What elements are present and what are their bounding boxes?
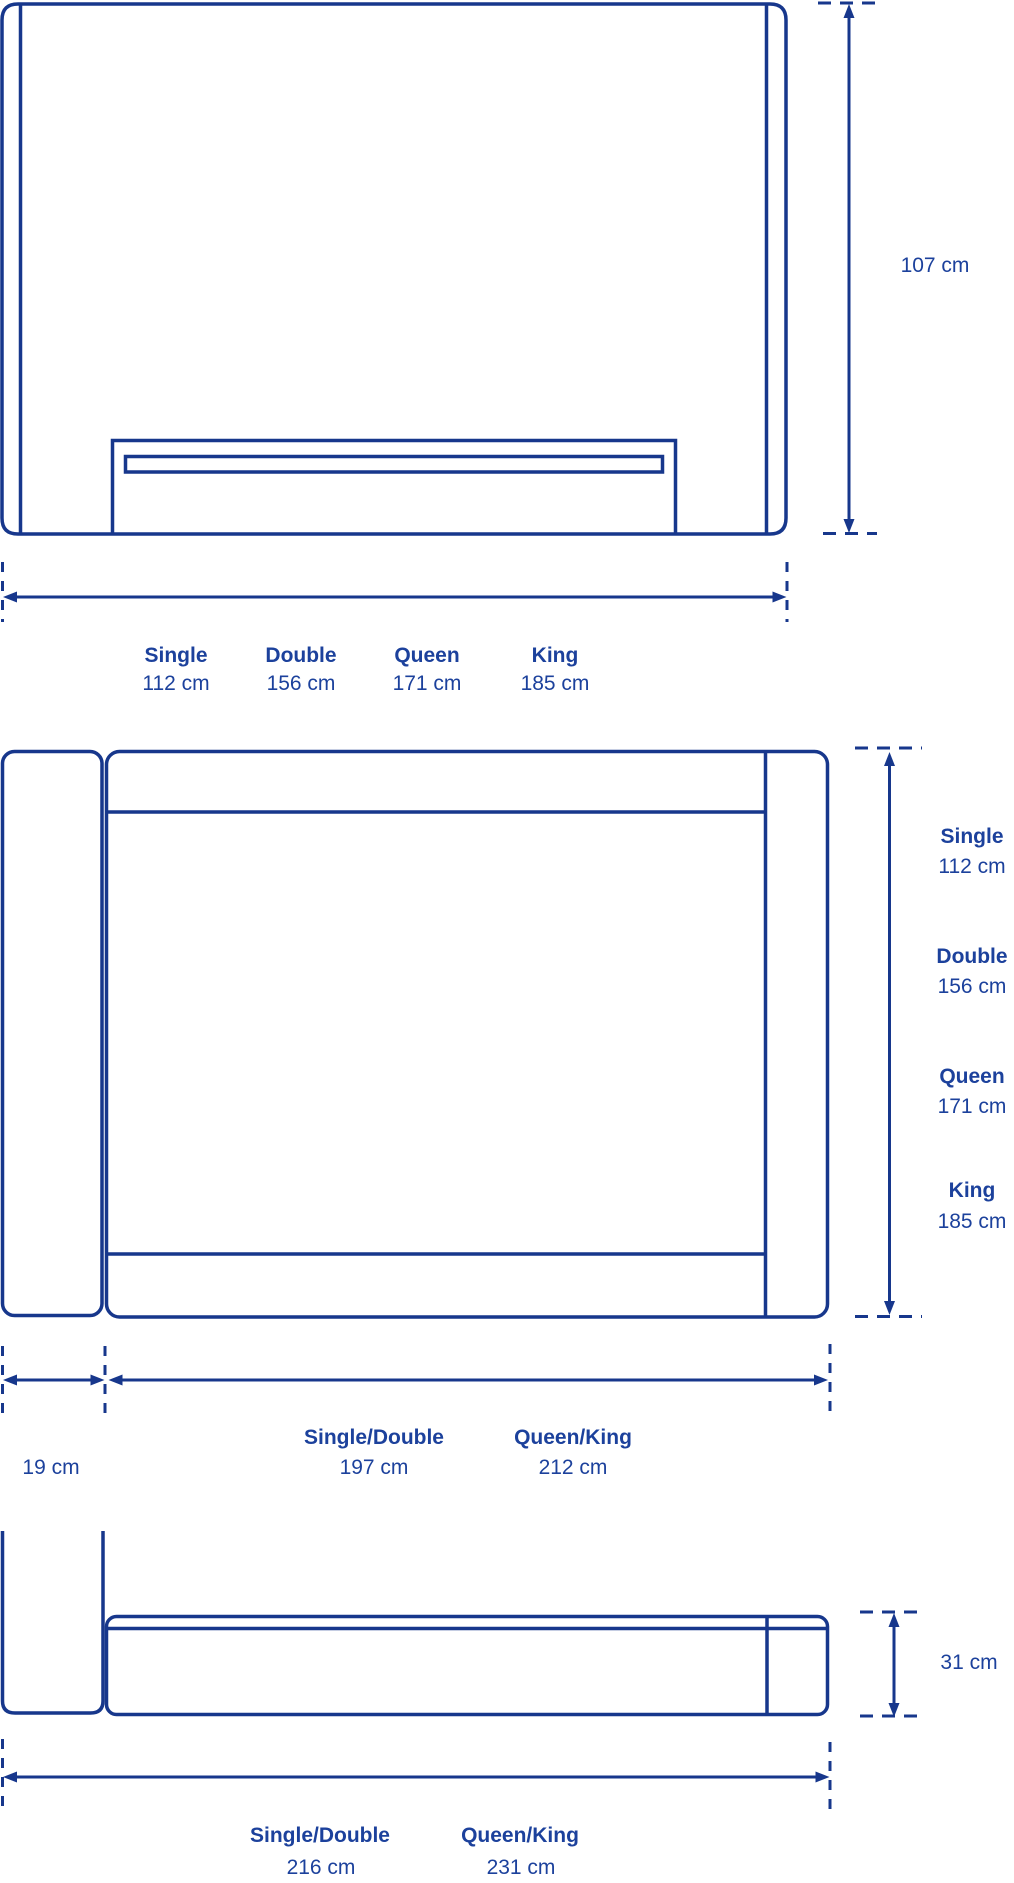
- arrow-right-icon: [91, 1375, 105, 1386]
- top-length-option-value: 185 cm: [937, 1210, 1007, 1233]
- top-length-dimension: [855, 748, 922, 1317]
- top-length-option-label: Queen: [939, 1065, 1005, 1088]
- arrow-up-icon: [884, 752, 895, 766]
- front-view: [2, 4, 786, 534]
- overall-length-option-value: 216 cm: [286, 1856, 356, 1879]
- top-length-option-value: 156 cm: [937, 975, 1007, 998]
- front-width-dimension: [3, 562, 788, 622]
- top-view: [3, 752, 828, 1318]
- front-view-base-slot: [126, 457, 663, 473]
- front-width-option-label: Double: [265, 644, 337, 667]
- arrow-right-icon: [814, 1375, 828, 1386]
- top-length-option-label: Double: [936, 945, 1008, 968]
- arrow-left-icon: [3, 1772, 17, 1783]
- top-length-option-label: King: [948, 1179, 996, 1202]
- front-height-dimension: [818, 3, 969, 534]
- top-view-mattress-outline: [107, 752, 828, 1318]
- top-length-option-value: 112 cm: [938, 855, 1006, 878]
- front-width-option-value: 171 cm: [392, 672, 462, 695]
- overall-length-dimension: [3, 1739, 831, 1879]
- mattress-length-option-value: 212 cm: [538, 1456, 608, 1479]
- front-view-base-panel: [113, 441, 676, 535]
- front-width-options: [142, 644, 589, 695]
- top-length-options: [936, 825, 1007, 1233]
- top-view-headboard: [3, 752, 103, 1316]
- arrow-right-icon: [816, 1772, 830, 1783]
- arrow-up-icon: [889, 1613, 900, 1627]
- mattress-length-option-label: Single/Double: [303, 1426, 445, 1449]
- side-view-base-outline: [107, 1617, 828, 1715]
- front-width-option-value: 185 cm: [520, 672, 590, 695]
- overall-length-option-value: 231 cm: [486, 1856, 556, 1879]
- headboard-depth-label: 19 cm: [22, 1456, 80, 1479]
- side-view: [3, 1531, 828, 1715]
- arrow-left-icon: [109, 1375, 123, 1386]
- arrow-down-icon: [884, 1301, 895, 1315]
- arrow-left-icon: [3, 1375, 17, 1386]
- top-length-option-label: Single: [940, 825, 1004, 848]
- side-height-label: 31 cm: [940, 1651, 998, 1674]
- top-length-option-value: 171 cm: [937, 1095, 1007, 1118]
- arrow-down-icon: [844, 519, 855, 533]
- front-width-option-value: 112 cm: [142, 672, 210, 695]
- side-height-dimension: [860, 1612, 998, 1717]
- front-width-option-label: Queen: [394, 644, 460, 667]
- arrow-right-icon: [773, 592, 787, 603]
- top-bottom-dimensions: [3, 1344, 831, 1479]
- front-width-option-label: Single: [144, 644, 208, 667]
- front-view-outline: [2, 4, 786, 534]
- front-width-option-value: 156 cm: [266, 672, 336, 695]
- arrow-up-icon: [844, 4, 855, 18]
- arrow-left-icon: [3, 592, 17, 603]
- mattress-length-option-value: 197 cm: [339, 1456, 409, 1479]
- front-height-label: 107 cm: [900, 254, 970, 277]
- side-view-headboard: [3, 1531, 104, 1713]
- overall-length-option-label: Single/Double: [249, 1824, 391, 1847]
- front-width-option-label: King: [531, 644, 579, 667]
- overall-length-option-label: Queen/King: [461, 1824, 579, 1847]
- mattress-length-option-label: Queen/King: [514, 1426, 632, 1449]
